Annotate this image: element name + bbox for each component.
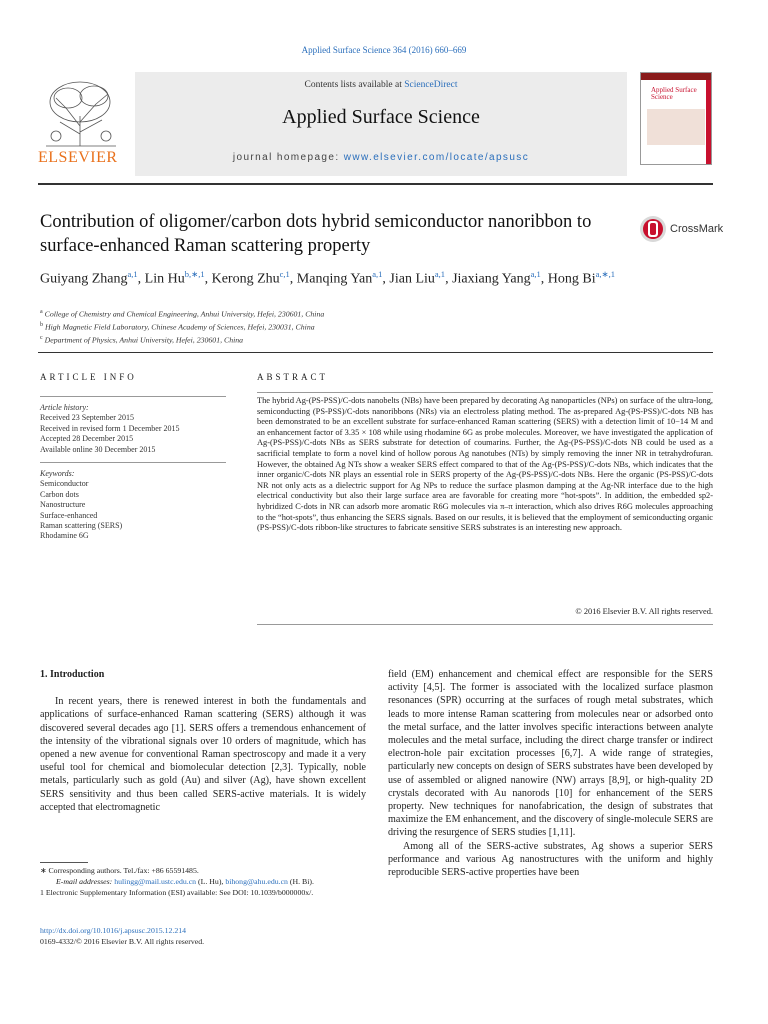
esi-note: 1 Electronic Supplementary Information (ESI) available: See DOI: 10.1039/b000000x/.	[40, 887, 314, 897]
abstract-rule	[257, 392, 713, 393]
affiliation-key: c	[40, 335, 43, 342]
author-name: Hong Bi	[547, 271, 596, 287]
affiliation-list	[40, 307, 324, 346]
cover-top-bar	[641, 73, 711, 80]
doi-link[interactable]: http://dx.doi.org/10.1016/j.apsusc.2015.12.214	[40, 926, 187, 935]
email-bi-name: (H. Bi).	[287, 876, 314, 886]
journal-cover-image	[640, 72, 712, 165]
abstract-heading: ABSTRACT	[257, 372, 329, 382]
author-affiliation-marker[interactable]: a,∗,1	[595, 269, 616, 279]
article-info-rule	[40, 396, 226, 397]
article-history-label: Article history:	[40, 403, 89, 412]
history-item: Received 23 September 2015	[40, 413, 134, 423]
contents-available-line	[135, 80, 627, 90]
corresponding-author-note: ∗ Corresponding authors. Tel./fax: +86 65591485.	[40, 866, 199, 875]
affiliation-key: b	[40, 322, 43, 329]
journal-homepage-line	[135, 152, 627, 163]
crossmark-label[interactable]: CrossMark	[670, 223, 724, 235]
footnote-rule	[40, 862, 88, 863]
article-info-column	[40, 396, 240, 542]
author-affiliation-marker[interactable]: a,1	[530, 269, 541, 279]
elsevier-wordmark: ELSEVIER	[38, 149, 118, 166]
author-affiliation-marker[interactable]: b,∗,1	[184, 269, 205, 279]
keyword-item: Rhodamine 6G	[40, 531, 89, 541]
author-affiliation-marker[interactable]: a,1	[434, 269, 446, 279]
author-name: Lin Hu	[144, 271, 185, 287]
author-name: Jiaxiang Yang	[452, 271, 531, 287]
intro-paragraph-2: field (EM) enhancement and chemical effect are responsible for the SERS activity [4,5]. The former is associated with the localized surface plasmon resonances (SPR) occurring at the surfaces of rough metal substrates, which leads to more intense Raman scattering from molecules near or adsorbed onto the metal surface, and the latter involves specific interactions between analyte molecules and the metal surface, including the direct charge transfer or indirect electron-hole pair excitation processes [6,7]. A wide range of strategies, particularly new concepts on design of SERS substrates have been developed by use of assembled or aligned nanowire (NW) arrays [8,9], or high-quality 2D crystals decorated with Au nanorods [10] for enhancement of the SERS property. New techniques for nanofabrication, the design of substrates that maximize the EM enhancement, and the discovery of single-molecule SERS are driving the resurgence of SERS studies [1,11].	[388, 669, 713, 839]
title-block-divider	[38, 352, 713, 353]
affiliation-text: Department of Physics, Anhui University, Hefei, 230601, China	[42, 335, 244, 345]
section-title-introduction: 1. Introduction	[40, 669, 105, 680]
author-name: Guiyang Zhang	[40, 271, 128, 287]
email-line	[40, 877, 366, 888]
email-link-hu[interactable]: hulingg@mail.ustc.edu.cn	[114, 876, 197, 886]
article-history-list	[40, 413, 240, 455]
history-item: Received in revised form 1 December 2015	[40, 423, 180, 433]
footnotes	[40, 866, 366, 898]
homepage-prefix: journal homepage:	[232, 152, 344, 163]
intro-paragraph-3: Among all of the SERS-active substrates, Ag shows a superior SERS performance and various Ag nanostructures with the uniform and highly reproducible SERS-active properties have been	[388, 840, 713, 879]
affiliation-item	[40, 307, 324, 320]
article-title: Contribution of oligomer/carbon dots hybrid semiconductor nanoribbon to surface-enhanced Raman scattering property	[40, 212, 592, 256]
history-item: Available online 30 December 2015	[40, 444, 156, 454]
author-list: Guiyang Zhang$^{a,1}$, Lin $Hu^{b,∗,1}$, Kerong Zhu$^{c,1}$, Manqing Yan$^{a,1}$, Jian Liu$^{a,1}$, Jiaxiang Yang$^{a,1}$, Hong $Bi^{a,∗,1}$	[40, 269, 616, 287]
email-label: E-mail addresses:	[56, 876, 113, 886]
keyword-item: Semiconductor	[40, 479, 89, 489]
email-hu-name: (L. Hu),	[196, 876, 226, 886]
keyword-item: Surface-enhanced	[40, 510, 98, 520]
journal-reference-link[interactable]: Applied Surface Science 364 (2016) 660–669	[301, 45, 467, 55]
keywords-rule	[40, 462, 226, 463]
author-name: Manqing Yan	[296, 271, 373, 287]
contents-prefix: Contents lists available at	[304, 80, 405, 90]
abstract-text: The hybrid Ag-(PS-PSS)/C-dots nanobelts (NBs) have been prepared by decorating Ag nanoparticles (NPs) on surface of the ultra-long, semiconducting (PS-PSS)/C-dots nanoribbons (NRs) via an electroless plating method. The as-prepared Ag-(PS-PSS)/C-dots NB has been demonstrated to be an excellent substrate for surface-enhanced Raman scattering (SERS) with a detection limit of 10−14 M and an enhancement factor of 3.35 × 108 while using rhodamine 6G as probe molecules. Moreover, we have investigated the application of Ag-(PS-PSS)/C-dots NBs as SERS substrate for detection of coumarins. Further, the Ag-(PS-PSS)/C-dots NB could be used as a sacrificial template to form a novel kind of hollow porous Ag nanotubes (NTs) by simply removing the inner NR in tetrahydrofuran. However, the obtained Ag NTs show a weaker SERS effect compared to that of the Ag-(PS-PSS)/C-dots NBs, which indicates that the inner organic/C-dots NR plays an essential role in SERS property of the Ag-(PS-PSS)/C-dots NBs. Here the organic (PS-PSS)/C-dots NR not only acts as a dielectric support for Ag NPs to reduce the surface plasmon damping at the Ag-NR interface due to the high electrical conductivity but also their large surface area are favorable for creating more “hot-spots”. In addition, the embedded sp2-hybridized C-dots in NR can adsorb more aromatic R6G molecules via π–π interaction, which also drives R6G molecules approaching to the “hot-spots”, thus enhancing the SERS signals. Based on our results, it is believed that the employment of semiconducting organic (PS-PSS)/C-dots ribbon-like structures to fabricate sensitive SERS substrates is an interesting new approach.	[257, 396, 713, 533]
author-affiliation-marker[interactable]: c,1	[279, 269, 290, 279]
email-link-bi[interactable]: bihong@ahu.edu.cn	[225, 876, 288, 886]
author-name: Jian Liu	[389, 271, 435, 287]
header-divider	[38, 183, 713, 185]
sciencedirect-link[interactable]: ScienceDirect	[404, 80, 458, 90]
keyword-item: Raman scattering (SERS)	[40, 521, 123, 531]
keywords-list	[40, 479, 240, 541]
intro-paragraph-1: In recent years, there is renewed interest in both the fundamentals and applications of surface-enhanced Raman scattering (SERS) although it was discovered several decades ago [1]. SERS offers a tremendous enhancement of the intensity of the vibrational signals over 10 orders of magnitude, which has opened a new avenue for conventional Raman spectroscopy and made it a very useful tool for chemical and biomolecular detection [2,3]. Typically, noble metals, particularly such as gold (Au) and silver (Ag), have shown excellent SERS sensitivity and thus been called SERS-active materials. It is widely accepted that electromagnetic	[40, 696, 366, 813]
keywords-label: Keywords:	[40, 469, 75, 479]
doi-block	[40, 926, 204, 948]
history-item: Accepted 28 December 2015	[40, 434, 134, 444]
abstract-copyright: © 2016 Elsevier B.V. All rights reserved.	[575, 607, 713, 616]
body-right-column	[388, 668, 713, 879]
affiliation-text: College of Chemistry and Chemical Engineering, Anhui University, Hefei, 230601, China	[42, 309, 325, 319]
journal-title: Applied Surface Science	[282, 106, 480, 128]
affiliation-key: a	[40, 309, 43, 315]
article-info-heading: ARTICLE INFO	[40, 372, 137, 382]
issn-line: 0169-4332/© 2016 Elsevier B.V. All rights reserved.	[40, 936, 205, 946]
abstract-bottom-rule	[257, 624, 713, 625]
author-name: Kerong Zhu	[211, 271, 280, 287]
keyword-item: Carbon dots	[40, 489, 79, 499]
affiliation-item	[40, 333, 324, 346]
cover-title: Applied Surface Science	[651, 86, 697, 101]
author-affiliation-marker[interactable]: a,1	[127, 269, 138, 279]
affiliation-item	[40, 320, 324, 333]
author-affiliation-marker[interactable]: a,1	[372, 269, 383, 279]
affiliation-text: High Magnetic Field Laboratory, Chinese Academy of Sciences, Hefei, 230031, China	[43, 322, 315, 332]
homepage-link[interactable]: www.elsevier.com/locate/apsusc	[343, 152, 530, 163]
cover-side-bar	[706, 80, 711, 164]
cover-artwork	[647, 109, 705, 145]
body-left-column	[40, 668, 366, 814]
keyword-item: Nanostructure	[40, 500, 86, 510]
